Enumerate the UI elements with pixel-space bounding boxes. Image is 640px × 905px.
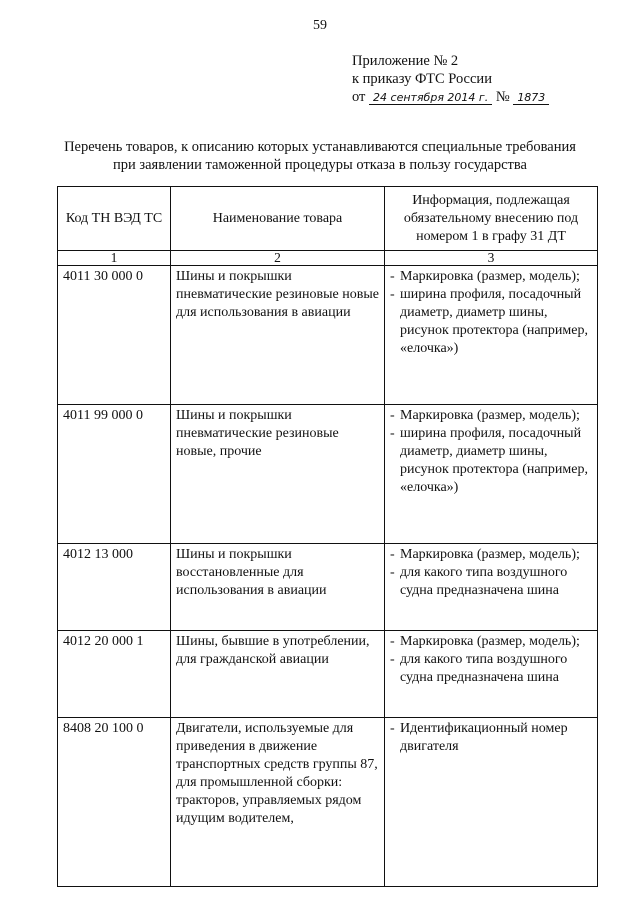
table-row	[58, 405, 598, 544]
appendix-block	[352, 52, 549, 107]
code-cell: 4011 99 000 0	[58, 405, 171, 544]
info-item: - ширина профиля, посадочный диаметр, диаметр шины, рисунок протектора (например, «елочка»)	[390, 286, 592, 358]
title-line-1: Перечень товаров, к описанию которых устанавливаются специальные требования	[64, 139, 576, 155]
order-date: 24 сентября 2014 г.	[369, 91, 492, 105]
info-item: - Маркировка (размер, модель);	[390, 546, 592, 564]
name-cell: Двигатели, используемые для приведения в движение транспортных средств группы 87, для промышленной сборки: тракторов, управляемых рядом идущим водителем,	[171, 718, 385, 887]
header-name: Наименование товара	[171, 187, 385, 251]
from-label: от	[352, 89, 366, 105]
info-cell	[385, 631, 598, 718]
page-number: 59	[313, 18, 327, 33]
header-code: Код ТН ВЭД ТС	[58, 187, 171, 251]
code-cell: 8408 20 100 0	[58, 718, 171, 887]
table-row	[58, 266, 598, 405]
column-number: 3	[385, 251, 598, 266]
table-row	[58, 544, 598, 631]
info-cell	[385, 266, 598, 405]
goods-table	[57, 186, 598, 887]
header-info: Информация, подлежащая обязательному внесению под номером 1 в графу 31 ДТ	[385, 187, 598, 251]
info-cell	[385, 718, 598, 887]
info-item: - ширина профиля, посадочный диаметр, диаметр шины, рисунок протектора (например, «елочка»)	[390, 425, 592, 497]
column-number: 2	[171, 251, 385, 266]
code-cell: 4011 30 000 0	[58, 266, 171, 405]
table-row	[58, 631, 598, 718]
column-number: 1	[58, 251, 171, 266]
column-number-row	[58, 251, 598, 266]
table-row	[58, 718, 598, 887]
info-cell	[385, 544, 598, 631]
info-cell	[385, 405, 598, 544]
table-header-row	[58, 187, 598, 251]
info-item: - для какого типа воздушного судна предназначена шина	[390, 651, 592, 687]
title-line-2: при заявлении таможенной процедуры отказа в пользу государства	[113, 157, 527, 173]
name-cell: Шины и покрышки пневматические резиновые новые, прочие	[171, 405, 385, 544]
appendix-title: Приложение № 2	[352, 53, 459, 69]
info-item: - Маркировка (размер, модель);	[390, 407, 592, 425]
info-item: - Маркировка (размер, модель);	[390, 633, 592, 651]
number-label: №	[495, 89, 510, 105]
info-item: - Идентификационный номер двигателя	[390, 720, 592, 756]
name-cell: Шины и покрышки восстановленные для использования в авиации	[171, 544, 385, 631]
code-cell: 4012 13 000	[58, 544, 171, 631]
order-number: 1873	[513, 91, 549, 105]
name-cell: Шины и покрышки пневматические резиновые новые для использования в авиации	[171, 266, 385, 405]
document-title	[0, 138, 640, 174]
code-cell: 4012 20 000 1	[58, 631, 171, 718]
appendix-date-line	[352, 88, 549, 107]
appendix-order: к приказу ФТС России	[352, 71, 492, 87]
name-cell: Шины, бывшие в употреблении, для гражданской авиации	[171, 631, 385, 718]
info-item: - для какого типа воздушного судна предназначена шина	[390, 564, 592, 600]
info-item: - Маркировка (размер, модель);	[390, 268, 592, 286]
